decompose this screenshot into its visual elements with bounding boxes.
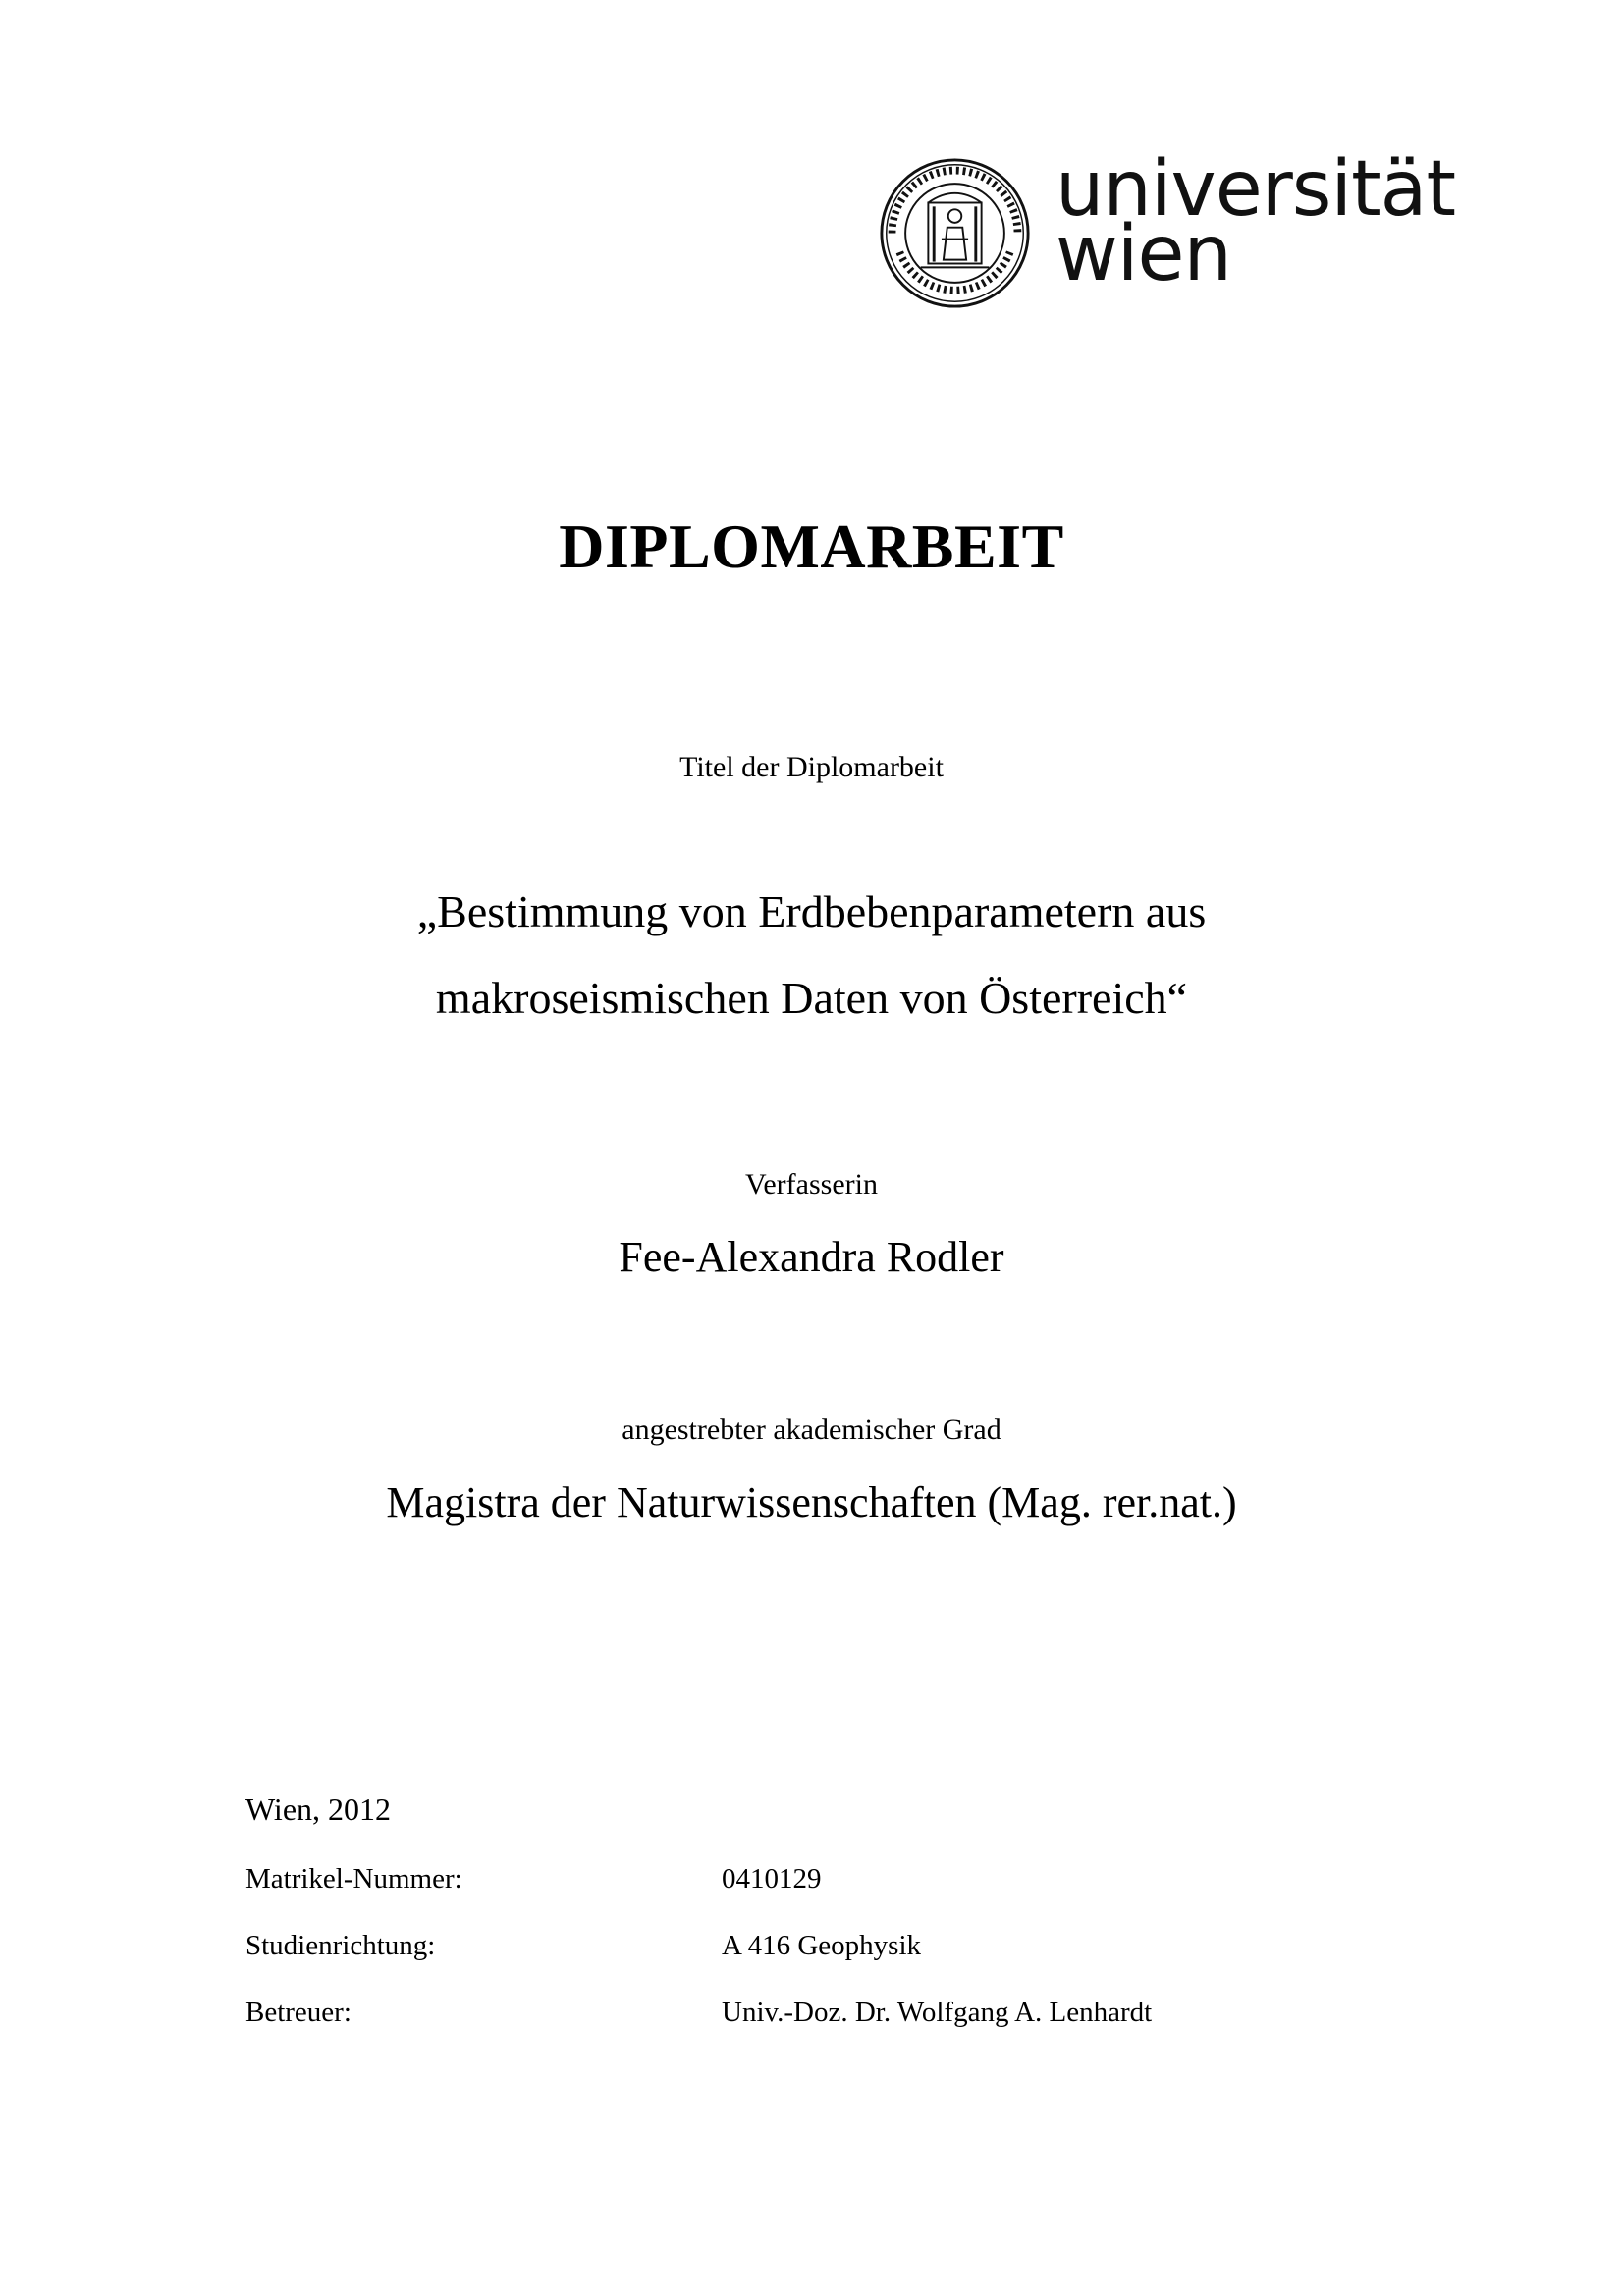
degree-label: angestrebter akademischer Grad (622, 1414, 1001, 1446)
university-wordmark (1055, 145, 1456, 298)
metadata-row-studienrichtung (245, 1930, 1325, 1997)
document-type: DIPLOMARBEIT (559, 511, 1064, 581)
thesis-title-line1: „Bestimmung von Erdbebenparametern aus (416, 886, 1207, 936)
metadata-key: Studienrichtung: (245, 1930, 436, 1961)
metadata-value: Univ.-Doz. Dr. Wolfgang A. Lenhardt (722, 1997, 1153, 2028)
university-logo (879, 147, 1468, 324)
wordmark-line2: wien (1055, 210, 1231, 298)
metadata-value: A 416 Geophysik (722, 1930, 921, 1961)
metadata-key: Betreuer: (245, 1997, 352, 2028)
metadata-row-betreuer (245, 1997, 1325, 2063)
author-label: Verfasserin (745, 1168, 878, 1201)
metadata-key: Matrikel-Nummer: (245, 1863, 462, 1895)
wordmark-line1: universität (1055, 145, 1456, 234)
metadata-table (245, 1863, 1325, 2063)
degree-name: Magistra der Naturwissenschaften (Mag. rer.nat.) (386, 1478, 1237, 1526)
thesis-title (0, 869, 1623, 1041)
place-year: Wien, 2012 (245, 1791, 392, 1827)
thesis-title-line2: makroseismischen Daten von Österreich“ (435, 973, 1188, 1023)
author-name: Fee-Alexandra Rodler (619, 1233, 1004, 1281)
university-seal-icon (879, 157, 1031, 309)
title-label: Titel der Diplomarbeit (679, 751, 944, 783)
metadata-value: 0410129 (722, 1863, 822, 1895)
metadata-row-matrikel (245, 1863, 1325, 1930)
